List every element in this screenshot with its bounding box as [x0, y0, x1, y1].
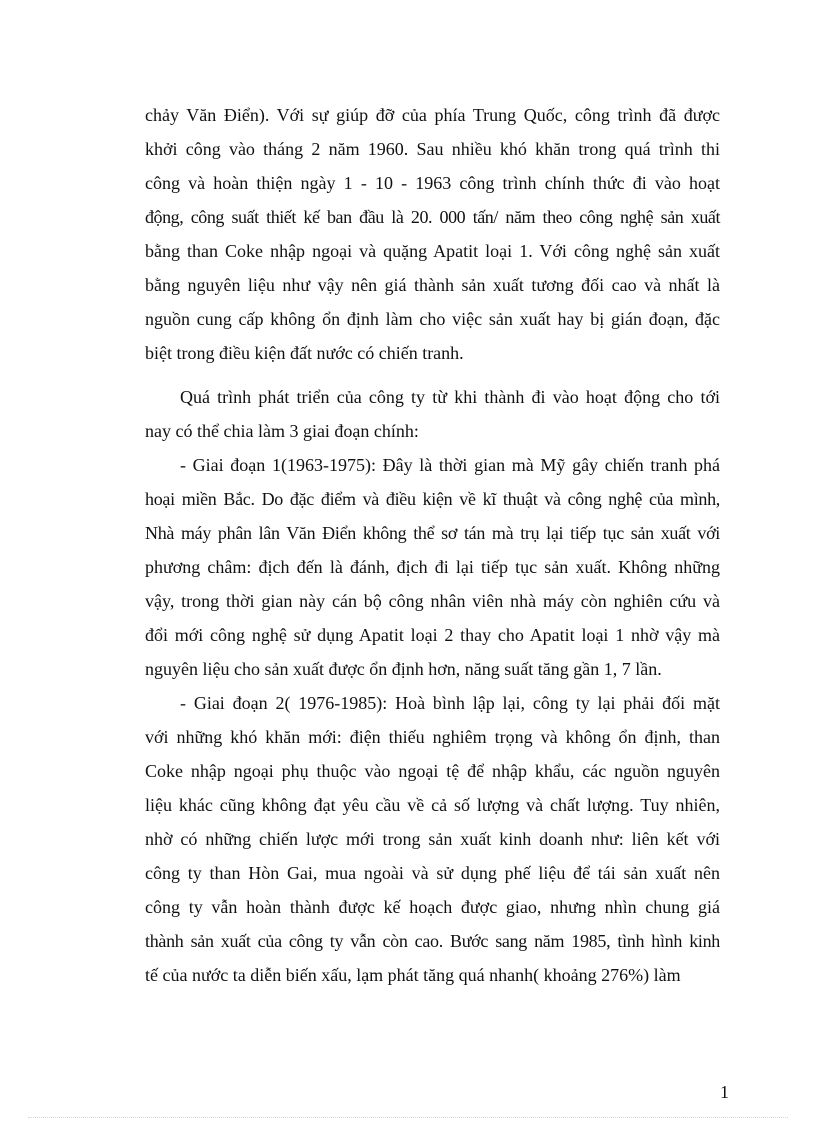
text-line: đổi mới công nghệ sử dụng Apatit loại 2 thay cho Apatit loại 1 nhờ vậy mà [145, 625, 720, 645]
text-line: - Giai đoạn 2( 1976-1985): Hoà bình lập lại, công ty lại phải đối mặt [180, 693, 720, 713]
text-line: nguyên liệu cho sản xuất được ổn định hơn, năng suất tăng gần 1, 7 lần. [145, 659, 662, 679]
text-line: nay có thể chia làm 3 giai đoạn chính: [145, 421, 419, 441]
text-line: vậy, trong thời gian này cán bộ công nhân viên nhà máy còn nghiên cứu và [145, 591, 720, 611]
paragraph-3 [145, 448, 720, 686]
text-line: thành sản xuất của công ty vẫn còn cao. Bước sang năm 1985, tình hình kinh [145, 931, 720, 951]
text-line: với những khó khăn mới: điện thiếu nghiêm trọng và không ổn định, than [145, 727, 720, 747]
text-line: nhờ có những chiến lược mới trong sản xuất kinh doanh như: liên kết với [145, 829, 720, 849]
text-line: - Giai đoạn 1(1963-1975): Đây là thời gian mà Mỹ gây chiến tranh phá [180, 455, 720, 475]
text-line: biệt trong điều kiện đất nước có chiến tranh. [145, 343, 464, 363]
text-line: phương châm: địch đến là đánh, địch đi lại tiếp tục sản xuất. Không những [145, 557, 720, 577]
text-line: công ty vẫn hoàn thành được kế hoạch được giao, nhưng nhìn chung giá [145, 897, 720, 917]
text-line: Coke nhập ngoại phụ thuộc vào ngoại tệ để nhập khẩu, các nguồn nguyên [145, 761, 720, 781]
text-line: bằng than Coke nhập ngoại và quặng Apatit loại 1. Với công nghệ sản xuất [145, 241, 720, 261]
page-number: 1 [720, 1082, 729, 1102]
paragraph-2 [145, 380, 720, 448]
text-line: nguồn cung cấp không ổn định làm cho việc sản xuất hay bị gián đoạn, đặc [145, 309, 720, 329]
text-line: hoại miền Bắc. Do đặc điểm và điều kiện về kĩ thuật và công nghệ của mình, [145, 489, 720, 509]
text-line: bằng nguyên liệu như vậy nên giá thành sản xuất tương đối cao và nhất là [145, 275, 720, 295]
text-line: tế của nước ta diễn biến xấu, lạm phát tăng quá nhanh( khoảng 276%) làm [145, 965, 681, 985]
page-bottom-divider [28, 1117, 788, 1118]
text-line: công và hoàn thiện ngày 1 - 10 - 1963 công trình chính thức đi vào hoạt [145, 173, 720, 193]
paragraph-1 [145, 98, 720, 370]
text-line: động, công suất thiết kế ban đầu là 20. 000 tấn/ năm theo công nghệ sản xuất [145, 207, 720, 227]
text-line: khởi công vào tháng 2 năm 1960. Sau nhiều khó khăn trong quá trình thi [145, 139, 720, 159]
text-line: công ty than Hòn Gai, mua ngoài và sử dụng phế liệu để tái sản xuất nên [145, 863, 720, 883]
document-body [145, 98, 720, 992]
text-line: Quá trình phát triển của công ty từ khi thành đi vào hoạt động cho tới [180, 387, 720, 407]
text-line: liệu khác cũng không đạt yêu cầu về cả số lượng và chất lượng. Tuy nhiên, [145, 795, 720, 815]
paragraph-4 [145, 686, 720, 992]
text-line: Nhà máy phân lân Văn Điển không thể sơ tán mà trụ lại tiếp tục sản xuất với [145, 523, 720, 543]
text-line: chảy Văn Điển). Với sự giúp đỡ của phía Trung Quốc, công trình đã được [145, 105, 720, 125]
